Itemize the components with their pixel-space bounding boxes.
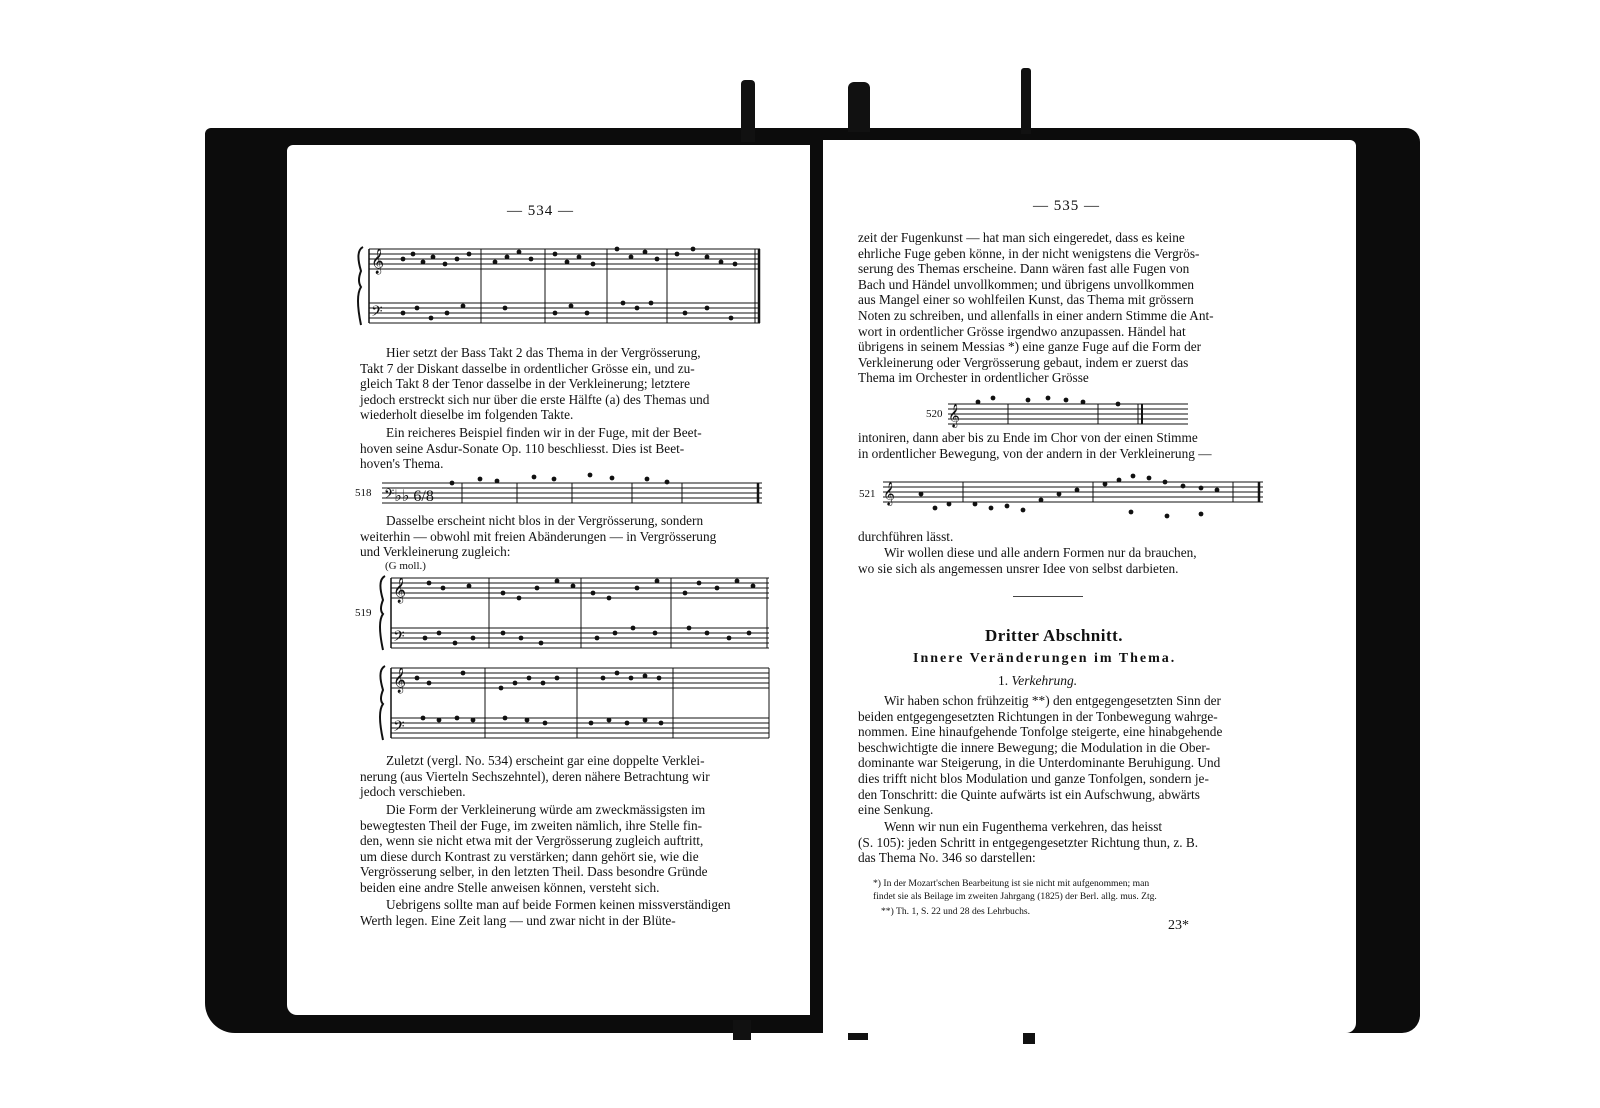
text-line: hoven's Thema.: [360, 456, 444, 472]
example-number: 521: [859, 488, 876, 500]
text-line: Vergrösserung selber, in den letzten Theil. Dass besondre Gründe: [360, 864, 708, 880]
text-line: Wir wollen diese und alle andern Formen nur da brauchen,: [884, 545, 1197, 560]
music-example-520: [948, 400, 1198, 430]
text-line: **) Th. 1, S. 22 und 28 des Lehrbuchs.: [881, 906, 1031, 917]
paragraph: [858, 693, 1263, 818]
text-line: Hier setzt der Bass Takt 2 das Thema in der Vergrösserung,: [386, 345, 701, 360]
paragraph: [360, 753, 765, 800]
text-line: (S. 105): jeden Schritt in entgegengesetzter Richtung thun, z. B.: [858, 834, 1199, 850]
svg-text:𝄞: 𝄞: [393, 667, 407, 692]
text-line: aus Mangel einer so wohlfeilen Kunst, das Thema mit grössern: [858, 292, 1194, 308]
text-line: Takt 7 der Diskant dasselbe in ordentlicher Grösse ein, und zu-: [360, 360, 695, 376]
svg-text:𝄞: 𝄞: [371, 248, 385, 273]
text-line: Bach und Händel unvollkommen; und übrigens unvollkommen: [858, 276, 1195, 292]
section-subtitle: Innere Veränderungen im Thema.: [913, 651, 1177, 666]
music-example-521: [883, 472, 1283, 527]
text-line: wiederholt dieselbe im folgenden Takte.: [360, 407, 574, 423]
paragraph: [858, 545, 1263, 576]
text-line: dominante war Steigerung, in die Unterdominante Beruhigung. Und: [858, 755, 1221, 771]
text-line: Noten zu schreiben, und allenfalls in einer andern Stimme die Ant-: [858, 307, 1214, 323]
text-line: Die Form der Verkleinerung würde am zweckmässigsten im: [386, 802, 706, 817]
paragraph: [858, 819, 1263, 866]
text-line: Uebrigens sollte man auf beide Formen keinen missverständigen: [386, 897, 731, 912]
text-line: beschwichtigte die innere Bewegung; die Modulation in die Ober-: [858, 739, 1211, 755]
svg-text:𝄞: 𝄞: [883, 483, 895, 505]
subsection-heading: [998, 673, 1077, 689]
text-line: weiterhin — obwohl mit freien Abänderungen — in Vergrösserung: [360, 528, 717, 544]
text-line: den, wenn sie nicht etwa mit der Vergrösserung zugleich auftritt,: [360, 833, 704, 849]
text-line: Wenn wir nun ein Fugenthema verkehren, das heisst: [884, 819, 1163, 834]
bookmark-ribbon: [741, 80, 755, 142]
text-line: Ein reicheres Beispiel finden wir in der Fuge, mit der Beet-: [386, 425, 702, 440]
text-line: bewegtesten Theil der Fuge, im zweiten nämlich, ihre Stelle fin-: [360, 817, 703, 833]
footnote: [881, 905, 1261, 918]
section-title: Dritter Abschnitt.: [985, 626, 1124, 645]
text-line: dies trifft nicht blos Modulation und ganze Tonfolgen, sondern je-: [858, 770, 1209, 786]
example-number: 520: [926, 408, 943, 420]
paragraph: [360, 425, 765, 472]
bookmark-ribbon: [1021, 68, 1031, 134]
text-line: und Verkleinerung zugleich:: [360, 544, 511, 560]
page-number: — 534 —: [507, 203, 574, 219]
text-line: jedoch verschieben.: [360, 784, 466, 800]
text-line: nerung (aus Vierteln Sechszehntel), deren nähere Betrachtung wir: [360, 768, 710, 784]
key-label: (G moll.): [385, 560, 426, 572]
music-example-519-system-1: [377, 570, 777, 660]
text-line: gleich Takt 8 der Tenor dasselbe in der Verkleinerung; letztere: [360, 376, 691, 392]
text-line: Werth legen. Eine Zeit lang — und zwar nicht in der Blüte-: [360, 912, 676, 928]
paragraph: [360, 513, 765, 560]
text-line: Wir haben schon frühzeitig **) den entgegengesetzten Sinn der: [884, 693, 1221, 708]
music-example-518: [382, 479, 767, 509]
paragraph: [858, 529, 1263, 545]
paragraph: [360, 802, 765, 896]
svg-text:𝄞: 𝄞: [393, 577, 407, 602]
text-line: zeit der Fugenkunst — hat man sich eingeredet, dass es keine: [858, 230, 1185, 245]
text-line: nommen. Eine hinaufgehende Tonfolge steigerte, eine hinabgehende: [858, 724, 1223, 740]
text-line: Dasselbe erscheint nicht blos in der Vergrösserung, sondern: [386, 513, 704, 528]
left-page: [287, 145, 810, 1015]
svg-text:𝄢♭♭ 6/8: 𝄢♭♭ 6/8: [384, 488, 434, 505]
text-line: findet sie als Beilage im zweiten Jahrgang (1825) der Berl. allg. mus. Ztg.: [873, 891, 1157, 902]
text-line: intoniren, dann aber bis zu Ende im Chor von der einen Stimme: [858, 430, 1198, 445]
footnote: [873, 877, 1263, 903]
signature-mark: 23*: [1168, 918, 1189, 933]
text-line: Thema im Orchester in ordentlicher Grösse: [858, 370, 1089, 386]
section-divider: [1013, 596, 1083, 597]
svg-text:𝄞: 𝄞: [948, 405, 960, 427]
text-line: wort in ordentlicher Grösse irgendwo anzupassen. Händel hat: [858, 323, 1186, 339]
text-line: ehrliche Fuge geben könne, in der nicht wenigstens die Vergrös-: [858, 245, 1200, 261]
text-line: *) In der Mozart'schen Bearbeitung ist sie nicht mit aufgenommen; man: [873, 878, 1150, 889]
text-line: Verkleinerung oder Vergrösserung gebaut, indem er zuerst das: [858, 354, 1189, 370]
example-number: 518: [355, 487, 372, 499]
text-line: in ordentlicher Bewegung, von der andern in der Verkleinerung —: [858, 445, 1212, 461]
paragraph: [360, 345, 765, 423]
paragraph: [360, 897, 765, 928]
text-line: wo sie sich als angemessen unsrer Idee von selbst darbieten.: [858, 560, 1179, 576]
text-line: um diese durch Kontrast zu verstärken; dann gehört sie, wie die: [360, 848, 699, 864]
bookmark-ribbon: [733, 1020, 751, 1040]
text-line: durchführen lässt.: [858, 529, 954, 544]
text-line: hoven seine Asdur-Sonate Op. 110 beschliesst. Dies ist Beet-: [360, 440, 685, 456]
text-line: das Thema No. 346 so darstellen:: [858, 850, 1036, 866]
music-example-system: [355, 241, 765, 336]
right-page: [823, 140, 1356, 1033]
text-line: jedoch erstreckt sich nur über die erste Hälfte (a) des Themas und: [360, 391, 710, 407]
svg-text:𝄢: 𝄢: [371, 303, 383, 323]
text-line: Zuletzt (vergl. No. 534) erscheint gar eine doppelte Verklei-: [386, 753, 705, 768]
text-line: eine Senkung.: [858, 802, 934, 818]
bookmark-ribbon: [848, 82, 870, 132]
svg-text:𝄢: 𝄢: [393, 628, 405, 648]
subsection-title: Verkehrung.: [1011, 673, 1078, 688]
text-line: serung des Themas erscheine. Dann wären fast alle Fugen von: [858, 261, 1190, 277]
text-line: übrigens in seinem Messias *) eine ganze Fuge auf die Form der: [858, 339, 1202, 355]
music-example-519-system-2: [377, 660, 777, 750]
text-line: den Tonschritt: die Quinte aufwärts ist ein Aufschwung, abwärts: [858, 786, 1200, 802]
paragraph: [858, 430, 1263, 461]
example-number: 519: [355, 607, 372, 619]
svg-text:𝄢: 𝄢: [393, 718, 405, 738]
page-number: — 535 —: [1033, 198, 1100, 214]
subsection-number: 1.: [998, 673, 1009, 688]
paragraph: [858, 230, 1263, 386]
text-line: beiden entgegengesetzten Richtungen in der Tonbewegung wahrge-: [858, 708, 1218, 724]
text-line: beiden eine andre Stelle anweisen können, versteht sich.: [360, 879, 660, 895]
